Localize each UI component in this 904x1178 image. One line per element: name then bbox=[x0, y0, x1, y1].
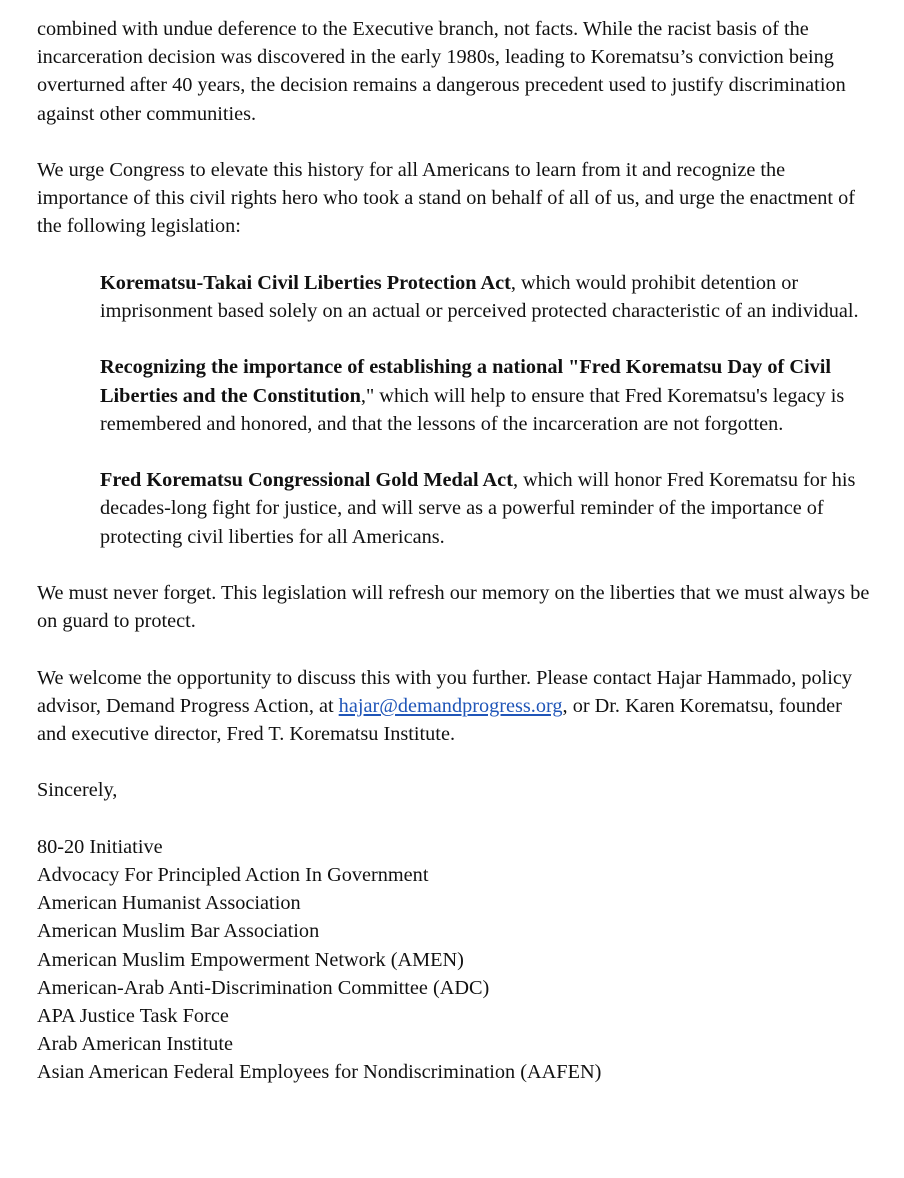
signatory-item: American Muslim Bar Association bbox=[37, 920, 320, 943]
email-link[interactable]: hajar@demandprogress.org bbox=[338, 694, 563, 717]
signatory-list bbox=[37, 833, 872, 1087]
legislation-title: Fred Korematsu Congressional Gold Medal Act bbox=[100, 469, 513, 492]
signatory-item: American Humanist Association bbox=[37, 892, 301, 915]
signatory-item: Arab American Institute bbox=[37, 1033, 233, 1056]
signatory-item: Advocacy For Principled Action In Government bbox=[37, 863, 429, 886]
legislation-description: , which would prohibit detention or imprisonment based solely on an actual or perceived protected characteristic of an individual. bbox=[100, 271, 859, 322]
signatory-item: American Muslim Empowerment Network (AMEN) bbox=[37, 948, 464, 971]
contact-paragraph bbox=[37, 664, 872, 749]
legislation-title: Recognizing the importance of establishing a national "Fred Korematsu Day of Civil Liberties and the Constitution bbox=[100, 356, 832, 407]
legislation-title: Korematsu-Takai Civil Liberties Protection Act bbox=[100, 271, 511, 294]
contact-text-after: , or Dr. Karen Korematsu, founder and executive director, Fred T. Korematsu Institute. bbox=[37, 694, 842, 745]
legislation-description: ," which will help to ensure that Fred Korematsu's legacy is remembered and honored, and that the lessons of the incarceration are not forgotten. bbox=[100, 384, 845, 435]
legislation-item-3 bbox=[37, 466, 872, 551]
letter-page bbox=[37, 15, 872, 1087]
intro-paragraph: combined with undue deference to the Executive branch, not facts. While the racist basis of the incarceration decision was discovered in the early 1980s, leading to Korematsu’s conviction being overturned after 40 years, the decision remains a dangerous precedent used to justify discrimination against other communities. bbox=[37, 18, 846, 125]
contact-text-before: We welcome the opportunity to discuss this with you further. Please contact Hajar Hammado, policy advisor, Demand Progress Action, at bbox=[37, 666, 853, 717]
legislation-item-1 bbox=[37, 269, 872, 325]
signatory-item: American-Arab Anti-Discrimination Committee (ADC) bbox=[37, 976, 490, 999]
signatory-item: 80-20 Initiative bbox=[37, 835, 163, 858]
legislation-description: , which will honor Fred Korematsu for his decades-long fight for justice, and will serve as a powerful reminder of the importance of protecting civil liberties for all Americans. bbox=[100, 469, 856, 548]
signatory-item: APA Justice Task Force bbox=[37, 1004, 229, 1027]
legislation-item-2 bbox=[37, 353, 872, 438]
urge-paragraph: We urge Congress to elevate this history for all Americans to learn from it and recognize the importance of this civil rights hero who took a stand on behalf of all of us, and urge the enactment of the following legislation: bbox=[37, 159, 855, 238]
never-forget-paragraph: We must never forget. This legislation will refresh our memory on the liberties that we must always be on guard to protect. bbox=[37, 581, 870, 633]
closing: Sincerely, bbox=[37, 779, 118, 802]
signatory-item: Asian American Federal Employees for Nondiscrimination (AAFEN) bbox=[37, 1061, 602, 1084]
